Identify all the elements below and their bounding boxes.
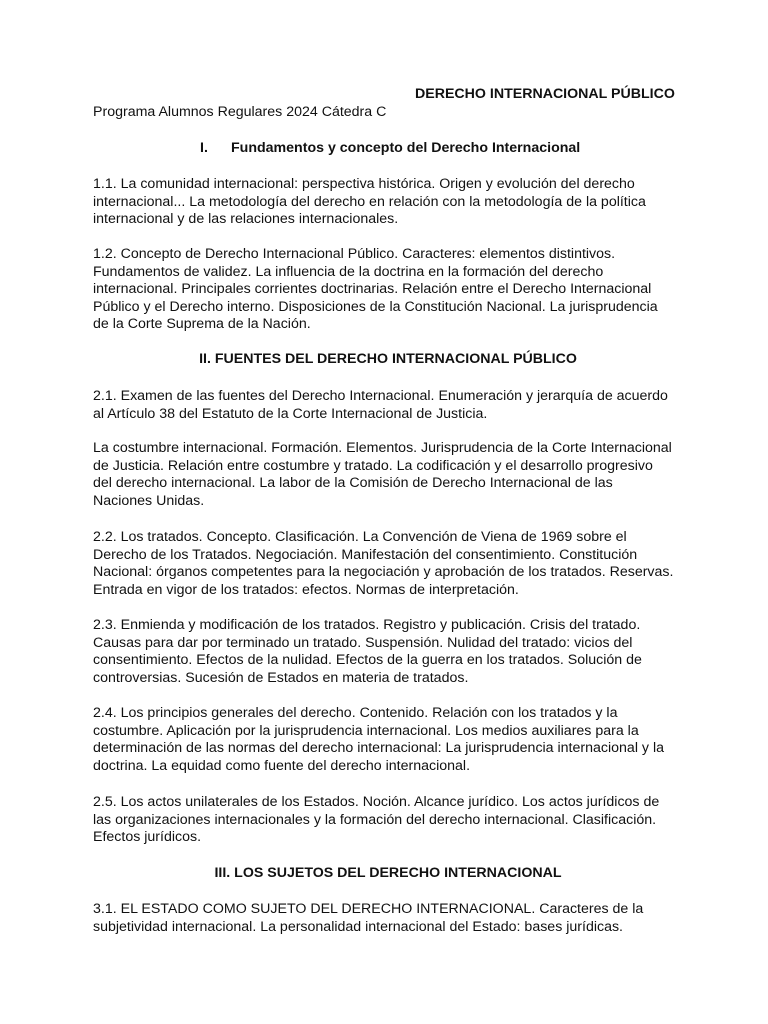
paragraph-line: Naciones Unidas.: [93, 492, 205, 509]
section-heading-3: III. LOS SUJETOS DEL DERECHO INTERNACIONAL: [214, 865, 562, 881]
paragraph-line: de la Corte Suprema de la Nación.: [93, 316, 311, 333]
document-subtitle: Programa Alumnos Regulares 2024 Cátedra C: [93, 104, 387, 120]
paragraph-line: 2.4. Los principios generales del derecho. Contenido. Relación con los tratados y la: [93, 705, 618, 721]
paragraph-line: 2.2. Los tratados. Concepto. Clasificación. La Convención de Viena de 1969 sobre el: [93, 529, 627, 545]
paragraph-2-2: [93, 529, 683, 599]
paragraph-1-2: [93, 246, 683, 334]
paragraph-line: subjetividad internacional. La personalidad internacional del Estado: bases jurídicas.: [93, 918, 624, 935]
paragraph-line: Fundamentos de validez. La influencia de la doctrina en la formación del derecho: [93, 263, 604, 280]
paragraph-2-1b: [93, 440, 683, 510]
section-heading-1: [200, 140, 768, 158]
paragraph-line: 3.1. EL ESTADO COMO SUJETO DEL DERECHO INTERNACIONAL. Caracteres de la: [93, 901, 644, 917]
paragraph-line: Causas para dar por terminado un tratado. Suspensión. Nulidad del tratado: vicios del: [93, 634, 633, 651]
paragraph-line: internacional. Principales corrientes doctrinarias. Relación entre el Derecho Internacional: [93, 281, 652, 298]
paragraph-line: controversias. Sucesión de Estados en materia de tratados.: [93, 669, 469, 686]
section-title: Fundamentos y concepto del Derecho Internacional: [231, 140, 581, 156]
paragraph-2-1: [93, 388, 683, 423]
section-heading-2: II. FUENTES DEL DERECHO INTERNACIONAL PÚBLICO: [199, 351, 577, 367]
paragraph-line: 2.1. Examen de las fuentes del Derecho Internacional. Enumeración y jerarquía de acuerdo: [93, 388, 668, 404]
paragraph-line: determinación de las normas del derecho internacional: La jurisprudencia internacional y la: [93, 740, 664, 757]
paragraph-line: internacional... La metodología del derecho en relación con la metodología de la política: [93, 193, 646, 210]
paragraph-line: costumbre. Aplicación por la jurisprudencia internacional. Los medios auxiliares para la: [93, 722, 639, 739]
section-numeral: I.: [200, 140, 208, 156]
paragraph-line: Nacional: órganos competentes para la negociación y aprobación de los tratados. Reservas.: [93, 564, 674, 581]
paragraph-2-3: [93, 617, 683, 687]
paragraph-line: del derecho internacional. La labor de la Comisión de Derecho Internacional de las: [93, 475, 613, 492]
paragraph-line: Entrada en vigor de los tratados: efectos. Normas de interpretación.: [93, 581, 519, 598]
paragraph-line: 2.3. Enmienda y modificación de los tratados. Registro y publicación. Crisis del tratado.: [93, 617, 641, 633]
paragraph-line: Efectos jurídicos.: [93, 829, 202, 846]
paragraph-line: consentimiento. Efectos de la nulidad. Efectos de la guerra en los tratados. Solución de: [93, 652, 642, 669]
paragraph-3-1: [93, 901, 683, 936]
paragraph-line: Derecho de los Tratados. Negociación. Manifestación del consentimiento. Constitución: [93, 546, 638, 563]
paragraph-line: 1.2. Concepto de Derecho Internacional Público. Caracteres: elementos distintivos.: [93, 246, 616, 262]
paragraph-line: doctrina. La equidad como fuente del derecho internacional.: [93, 757, 471, 774]
document-title: DERECHO INTERNACIONAL PÚBLICO: [415, 86, 675, 102]
paragraph-1-1: [93, 176, 683, 229]
paragraph-line: La costumbre internacional. Formación. Elementos. Jurisprudencia de la Corte Internacional: [93, 440, 672, 456]
paragraph-line: de Justicia. Relación entre costumbre y tratado. La codificación y el desarrollo progresivo: [93, 457, 653, 474]
paragraph-line: las organizaciones internacionales y la formación del derecho internacional. Clasificación.: [93, 811, 657, 828]
paragraph-line: al Artículo 38 del Estatuto de la Corte Internacional de Justicia.: [93, 405, 488, 422]
paragraph-line: 2.5. Los actos unilaterales de los Estados. Noción. Alcance jurídico. Los actos jurídicos de: [93, 794, 660, 810]
paragraph-2-5: [93, 794, 683, 847]
paragraph-line: 1.1. La comunidad internacional: perspectiva histórica. Origen y evolución del derecho: [93, 176, 635, 192]
paragraph-line: internacional y de las relaciones internacionales.: [93, 211, 399, 228]
paragraph-line: Público y el Derecho interno. Disposiciones de la Constitución Nacional. La jurisprudencia: [93, 298, 658, 315]
paragraph-2-4: [93, 705, 683, 775]
